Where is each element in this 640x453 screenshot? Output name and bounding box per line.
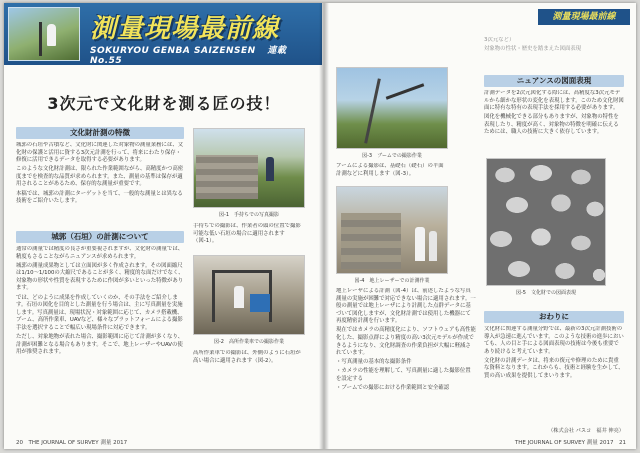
- boom-arm: [386, 83, 425, 99]
- tripod-icon: [39, 22, 42, 56]
- stone-wall: [196, 155, 258, 199]
- paragraph: ただし、対象地物が表れた場合、撮影範囲に応じて計測が多くなり、計測が困難となる場合もあります。そこで、地上レーザーやUAVの使用が推奨されます。: [16, 334, 184, 356]
- worker-figure: [266, 157, 274, 181]
- paragraph: 地上レーザによる計測（図-4）は、前述したような写真測量の実施が困難で対応できない場合に適用されます。一般の測量では地上レーザにより計測した点群データに基づいて図化しますが、文化財計測では使用した機器にて再度精密計測を行います。: [336, 288, 476, 325]
- worker-figure: [429, 231, 437, 261]
- magazine-spread: [4, 3, 636, 449]
- section-conclusion-body: [484, 326, 624, 424]
- right-footer: THE JOURNAL OF SURVEY 測量 2017 21: [514, 440, 626, 446]
- section-heading-features: 文化財計測の特徴: [16, 127, 184, 139]
- series-romaji: SOKURYOU GENBA SAIZENSEN: [90, 46, 256, 56]
- section-nuance-body: [484, 90, 624, 154]
- paragraph: ブームによる撮影は、基礎石（礎石）の平面計測などに利用します（図-3）。: [336, 163, 444, 177]
- section-heading-conclusion: おわりに: [484, 311, 624, 323]
- section-features-body: [16, 142, 184, 228]
- paragraph: 城郭の石垣や古墳など、文化財に関連した対象物の測量業務には、文化財の保護と活用に資する3次元計測を行って、将来にわたり保存・修復に活用できるデータを取得する必要があります。: [16, 142, 184, 164]
- figure-2-text: [193, 350, 305, 376]
- figure-4-text: [336, 288, 476, 438]
- paragraph: 城郭の測量成果物としては立面図が多く作成されます。その図面縮尺は1/10〜1/100の大縮尺であることが多く、精度的な面だけでなく、対象物の形状や性質を表現するために作図が多いといった特徴があります。: [16, 262, 184, 292]
- section-castle-body: [16, 246, 184, 434]
- list-item: ・写真測量の基本的な撮影条件: [336, 359, 412, 366]
- series-title: 測量現場最前線: [90, 14, 280, 44]
- paragraph: 現在ではカメラの高精度化により、ソフトウェアも高性能化した、撮影点群により精度の高い3次元モデルが作成できるようになり、文化財調査の作業負担が大幅に軽減されています。: [336, 327, 476, 357]
- gutter-shadow: [319, 3, 329, 449]
- boom-pole: [364, 78, 381, 143]
- left-page: [4, 3, 322, 449]
- paragraph: 通常の測量では精度の良さが重要視されますが、文化財の測量では、精度もさることながらニュアンスが求められます。: [16, 246, 184, 260]
- continued-text: [484, 37, 624, 55]
- paragraph: 高所作業車での撮影は、外側のように石垣が高い場合に適用されます（図-2）。: [193, 350, 301, 364]
- list-item: ・カメラの性能を理解して、写真測量に適した撮影位置を設定する: [336, 368, 471, 383]
- figure-5-stone-drawing: [486, 158, 606, 286]
- left-footer: 20 THE JOURNAL OF SURVEY 測量 2017: [16, 440, 128, 446]
- series-volume: 連載 No.55: [90, 46, 287, 65]
- paragraph: 文化財の計測データは、将来の復元や修理のために貴重な資料となります。これからも、技術と経験を生かして、質の高い成果を提供してまいります。: [484, 357, 624, 380]
- surveyor-figure: [47, 24, 56, 46]
- figure-3-text: [336, 163, 448, 183]
- figure-5-caption: 図-5 文化財での図面表現: [516, 290, 576, 296]
- paragraph: このような文化財計測は、限られた作業範囲ながら、高精度かつ高密度までを検査的な品質が求められます。また、測量の基準は保存が適用されることがあるため、保存的な測量が重要です。: [16, 166, 184, 188]
- section-heading-nuance: ニュアンスの図面表現: [484, 75, 624, 87]
- paragraph: 本稿では、城郭の計測にターゲットを当て、一般的な測量とは異なる技術をご紹介いたします。: [16, 190, 183, 205]
- figure-1-text: [193, 223, 305, 249]
- stone-wall-drawing: [487, 159, 605, 285]
- paragraph: 手持ちでの撮影は、作業者の頭の位置で撮影可能な低い石垣の場合に適用されます（図-1）。: [193, 223, 301, 245]
- figure-3-photo: [336, 67, 448, 149]
- right-series-label: 測量現場最前線: [538, 9, 630, 25]
- paragraph: 図化を機械化できる部分もありますが、対象物の特性を表現したり、精度が高く、対象物の特徴を明確に伝えるためには、職人の技術に大きく依存しています。: [484, 114, 619, 136]
- paragraph: 文化財に関連する測量分野では、最新の3次元計測技術の導入が急速に進んでいます。このような技術の進歩においても、人の目と手による図面表現の技術は今後も重要であり続けると考えています。: [484, 326, 624, 355]
- section-heading-castle: 城郭（石垣）の計測について: [16, 231, 184, 243]
- figure-3-caption: 図-3 ブームでの撮影作業: [362, 153, 422, 159]
- figure-1-photo: [193, 128, 305, 208]
- article-title: 3次元で文化財を測る匠の技！: [47, 94, 281, 113]
- figure-4-caption: 図-4 地上レーザーでの計測作業: [354, 278, 430, 284]
- banner-surveyor-photo: [8, 7, 80, 61]
- author-signature: （株式会社 パスコ 福井 伸亮）: [548, 428, 624, 434]
- figure-1-caption: 図-1 手持ちでの写真撮影: [219, 212, 279, 218]
- paragraph: 対象物の性状・歴史を踏まえた図面表現: [484, 46, 582, 53]
- worker-figure: [415, 227, 425, 261]
- list-item: ・ブームでの撮影における作業範囲と安全確認: [336, 385, 450, 392]
- worker-figure: [234, 286, 244, 308]
- figure-2-caption: 図-2 高所作業車での撮影作業: [214, 339, 284, 345]
- paragraph: では、どのように成果を作成していくのか、その手法をご紹介します。石垣の図化を目的とした測量を行う場合は、主に写真測量を実施します。写真測量は、現場状況・対象範囲に応じて、カメラ搭載機、ブーム、高所作業車、UAVなど、様々なプラットフォームによる撮影手法を選択することで幅広い現場条件に対応できます。: [16, 294, 183, 331]
- figure-2-photo: [193, 255, 305, 335]
- series-subtitle: [90, 43, 322, 65]
- stone-wall: [341, 213, 401, 269]
- figure-4-photo: [336, 186, 448, 274]
- series-banner: [4, 3, 322, 65]
- blue-tarp: [250, 294, 270, 312]
- paragraph: 計測データを2次元図化する際には、高精度な3次元モデルから細かな形状の変化を表現します。このため文化財図面に特有な特有の表現手法を採用する必要があります。: [484, 90, 624, 112]
- paragraph: 3次元など）: [484, 37, 515, 43]
